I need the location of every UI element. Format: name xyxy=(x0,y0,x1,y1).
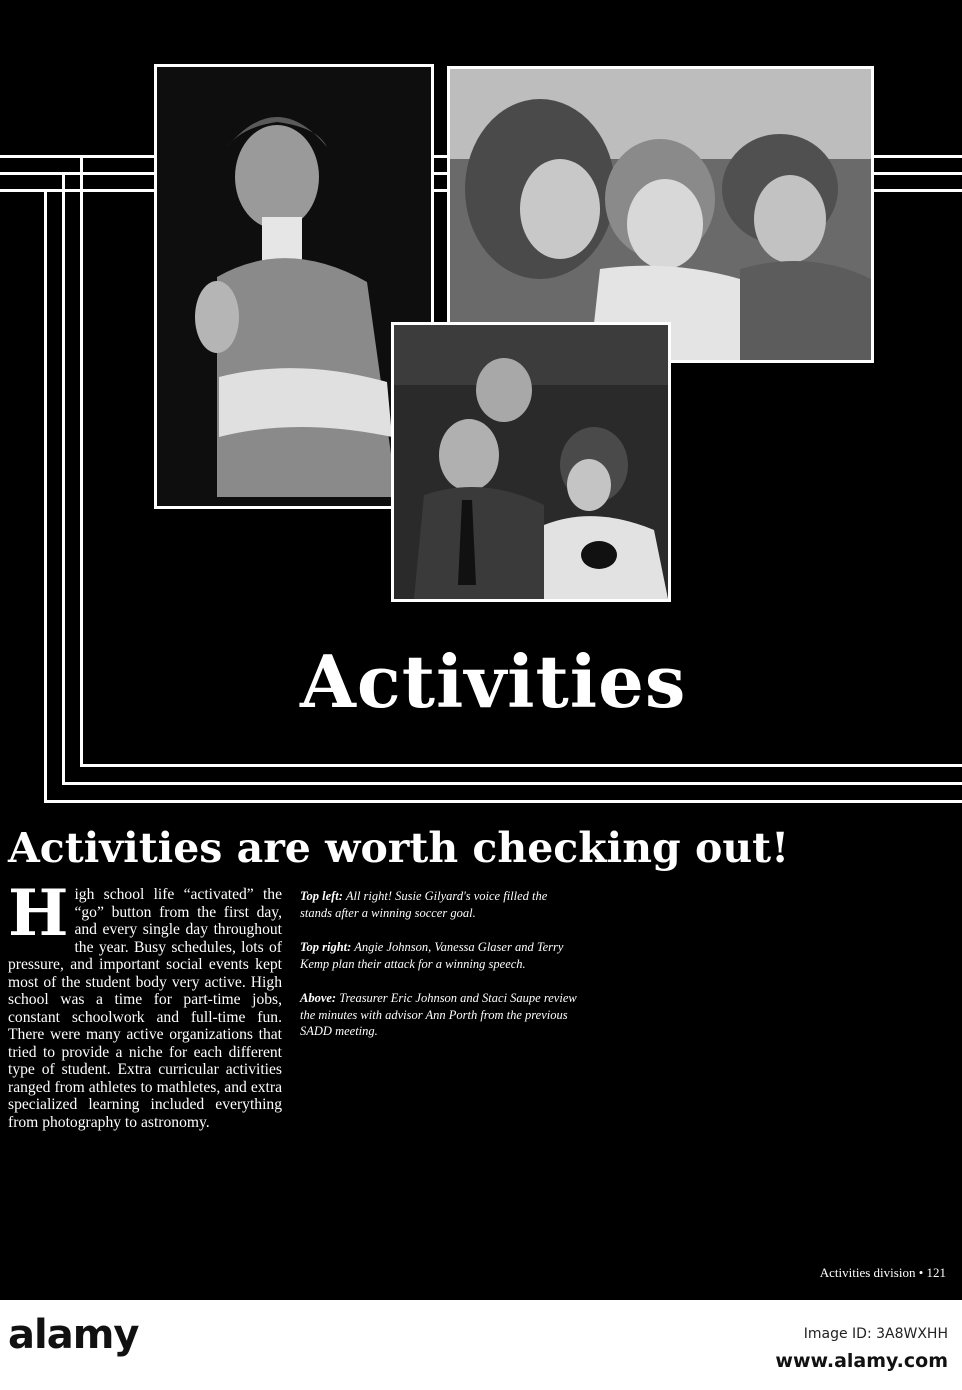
caption-text: All right! Susie Gilyard's voice filled the stands after a winning soccer goal. xyxy=(300,889,548,920)
caption-top-right xyxy=(300,939,580,972)
photo-above xyxy=(391,322,671,602)
page-title: Activities xyxy=(300,639,687,724)
caption-text: Treasurer Eric Johnson and Staci Saupe review the minutes with advisor Ann Porth from the previous SADD meeting. xyxy=(300,991,577,1038)
three-students-illustration xyxy=(450,69,871,360)
stock-logo: alamy xyxy=(8,1312,139,1358)
caption-text: Angie Johnson, Vanessa Glaser and Terry Kemp plan their attack for a winning speech. xyxy=(300,940,564,971)
caption-label: Top left: xyxy=(300,889,343,903)
caption-top-left xyxy=(300,888,580,921)
article-body xyxy=(8,876,282,1131)
photo-top-right xyxy=(447,66,874,363)
stock-url[interactable]: www.alamy.com xyxy=(775,1350,948,1372)
meeting-students-illustration xyxy=(394,325,668,599)
frame-line-left-2 xyxy=(62,172,65,785)
article-headline: Activities are worth checking out! xyxy=(8,824,790,872)
photo-captions xyxy=(300,888,580,1058)
drop-cap: H xyxy=(8,876,69,951)
caption-label: Above: xyxy=(300,991,337,1005)
page-footer: Activities division • 121 xyxy=(819,1265,946,1280)
frame-line-left-1 xyxy=(44,189,47,803)
frame-line-bottom-1 xyxy=(80,764,962,767)
caption-above xyxy=(300,990,580,1040)
cheering-student-illustration xyxy=(157,67,431,506)
stock-attribution-bar xyxy=(0,1300,962,1390)
stock-image-id: Image ID: 3A8WXHH xyxy=(803,1326,948,1342)
article-body-text: igh school life “activated” the “go” button from the first day, and every single day throughout the year. Busy schedules, lots of pressure, and important social events kept most of the student body very active. High school was a time for part-time jobs, constant schoolwork and full-time fun. There were many active organizations that tried to provide a niche for each different type of student. Extra curricular activities ranged from athletes to mathletes, and extra specialized learning included everything from photography to astronomy. xyxy=(8,886,282,1131)
frame-line-left-3 xyxy=(80,155,83,767)
frame-line-bottom-3 xyxy=(44,800,962,803)
caption-label: Top right: xyxy=(300,940,352,954)
frame-line-bottom-2 xyxy=(62,782,962,785)
